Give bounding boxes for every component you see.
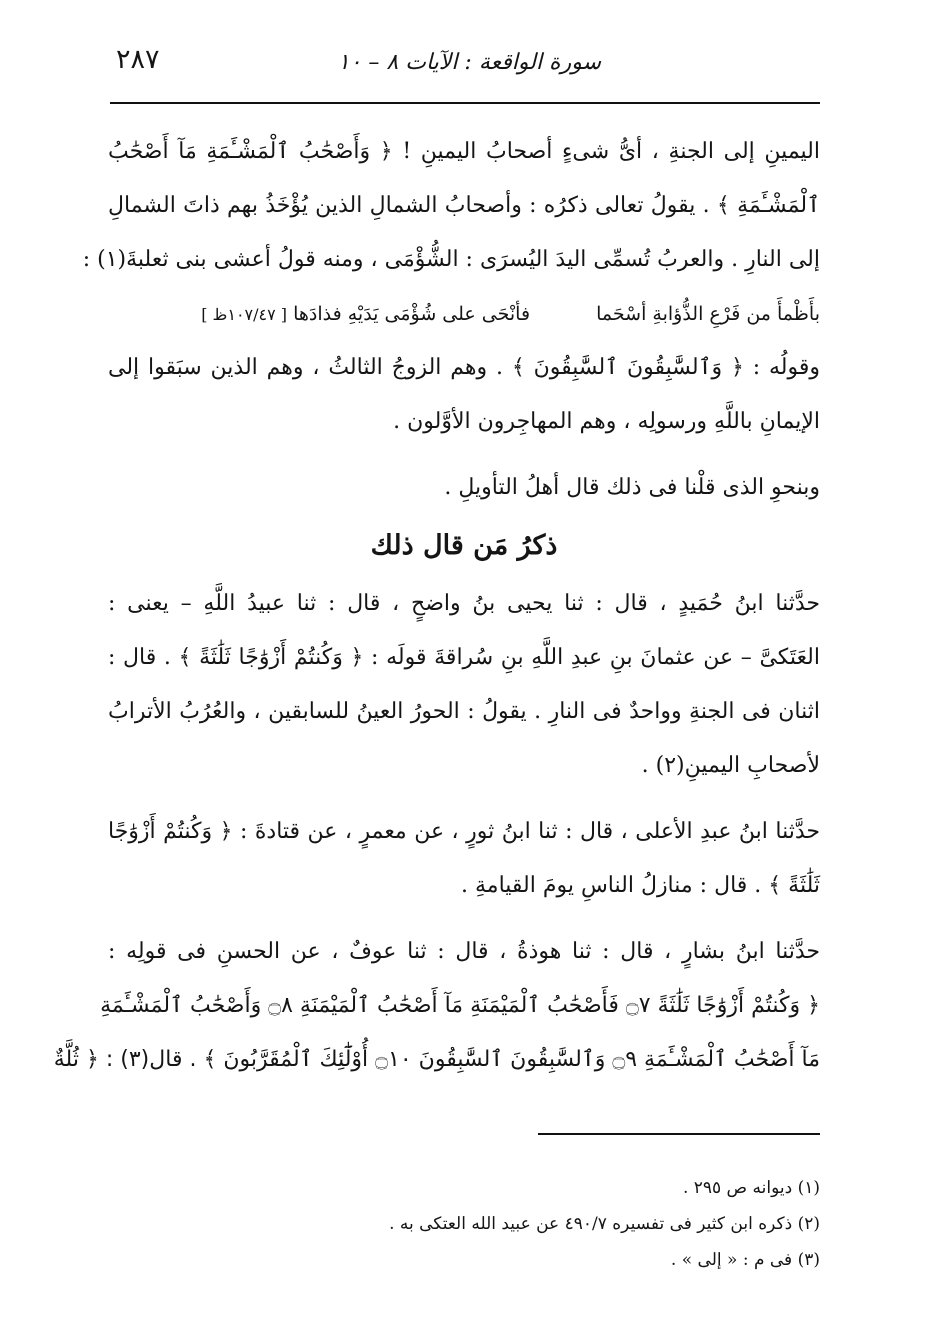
footnotes <box>108 1170 820 1278</box>
text-line: وقولُه : ﴿ وَٱلسَّٰبِقُونَ ٱلسَّٰبِقُونَ ﴾ . وهم الزوجُ الثالثُ ، وهم الذين سبَقوا إلى <box>108 355 820 380</box>
quran-line: ﴿ وَكُنتُمْ أَزْوَٰجًا ثَلَٰثَةً ۝٧ فَأَصْحَٰبُ ٱلْمَيْمَنَةِ مَآ أَصْحَٰبُ ٱلْمَيْمَنَةِ ۝٨ وَأَصْحَٰبُ ٱلْمَشْـَٔمَةِ <box>100 993 820 1018</box>
footnote: (١) ديوانه ص ٢٩٥ . <box>682 1178 820 1198</box>
poem-verse <box>108 287 820 341</box>
running-title: سورة الواقعة : الآيات ٨ – ١٠ <box>337 50 601 75</box>
footnote-rule <box>538 1133 820 1135</box>
footnote: (٣) فى م : « إلى » . <box>670 1250 820 1270</box>
poem-hemistich-2: فأنْحَى على شُؤْمَى يَدَيْهِ فذادَها <box>293 303 531 325</box>
narration-line: حدَّثنا ابنُ حُمَيدٍ ، قال : ثنا يحيى بنُ واضحٍ ، قال : ثنا عبيدُ اللَّهِ – يعنى : <box>108 591 820 616</box>
manuscript-reference: [ ١٠٧/٤٧ظ ] <box>201 305 288 324</box>
narration-line: حدَّثنا ابنُ عبدِ الأعلى ، قال : ثنا ابنُ ثورٍ ، عن معمرٍ ، عن قتادةَ : ﴿ وَكُنتُمْ أَزْوَٰجًا <box>108 819 820 844</box>
narration-line: اثنان فى الجنةِ وواحدٌ فى النارِ . يقولُ : الحورُ العينُ للسابقين ، والعُرُبُ الأترابُ <box>108 699 820 724</box>
text-line: ٱلْمَشْـَٔمَةِ ﴾ . يقولُ تعالى ذكرُه : وأصحابُ الشمالِ الذين يُؤْخَذُ بهم ذاتَ الشمالِ <box>108 193 820 218</box>
narration-line: العَتَكىَّ – عن عثمانَ بنِ عبدِ اللَّهِ بنِ سُراقةَ قولَه : ﴿ وَكُنتُمْ أَزْوَٰجًا ثَلَٰثَةً ﴾ . قال : <box>108 645 820 670</box>
narration-line: حدَّثنا ابنُ بشارٍ ، قال : ثنا هوذةُ ، قال : ثنا عوفٌ ، عن الحسنِ فى قولِه : <box>108 939 820 964</box>
text-line: اليمينِ إلى الجنةِ ، أىُّ شىءٍ أصحابُ اليمينِ ! ﴿ وَأَصْحَٰبُ ٱلْمَشْـَٔمَةِ مَآ أَصْحَٰبُ <box>108 139 820 164</box>
poem-hemistich-1: بأَظْمأَ من فَرْعِ الذُّؤابةِ أسْحَما <box>596 303 820 325</box>
main-text <box>53 125 820 1087</box>
text-line: إلى النارِ . والعربُ تُسمِّى اليدَ اليُسرَى : الشُّؤْمَى ، ومنه قولُ أعشى بنى ثعلبةَ(١) : <box>82 247 820 272</box>
text-line: الإيمانِ باللَّهِ ورسولِه ، وهم المهاجِرون الأوَّلون . <box>393 409 820 434</box>
narration-line: ثَلَٰثَةً ﴾ . قال : منازلُ الناسِ يومَ القيامةِ . <box>461 873 820 898</box>
header-rule <box>110 102 820 104</box>
quran-line: مَآ أَصْحَٰبُ ٱلْمَشْـَٔمَةِ ۝٩ وَٱلسَّٰبِقُونَ ٱلسَّٰبِقُونَ ۝١٠ أُوْلَٰٓئِكَ ٱلْمُقَرَّبُونَ ﴾ . قال(٣) : ﴿ ثُلَّةٌ <box>53 1047 820 1072</box>
text-line: وبنحوِ الذى قلْنا فى ذلك قال أهلُ التأويلِ . <box>444 475 820 500</box>
page-number: ٢٨٧ <box>116 44 160 75</box>
narration-line: لأصحابِ اليمينِ(٢) . <box>641 753 820 778</box>
section-heading: ذكرُ مَن قال ذلك <box>370 530 558 561</box>
footnote: (٢) ذكره ابن كثير فى تفسيره ٤٩٠/٧ عن عبيد الله العتكى به . <box>389 1214 820 1234</box>
